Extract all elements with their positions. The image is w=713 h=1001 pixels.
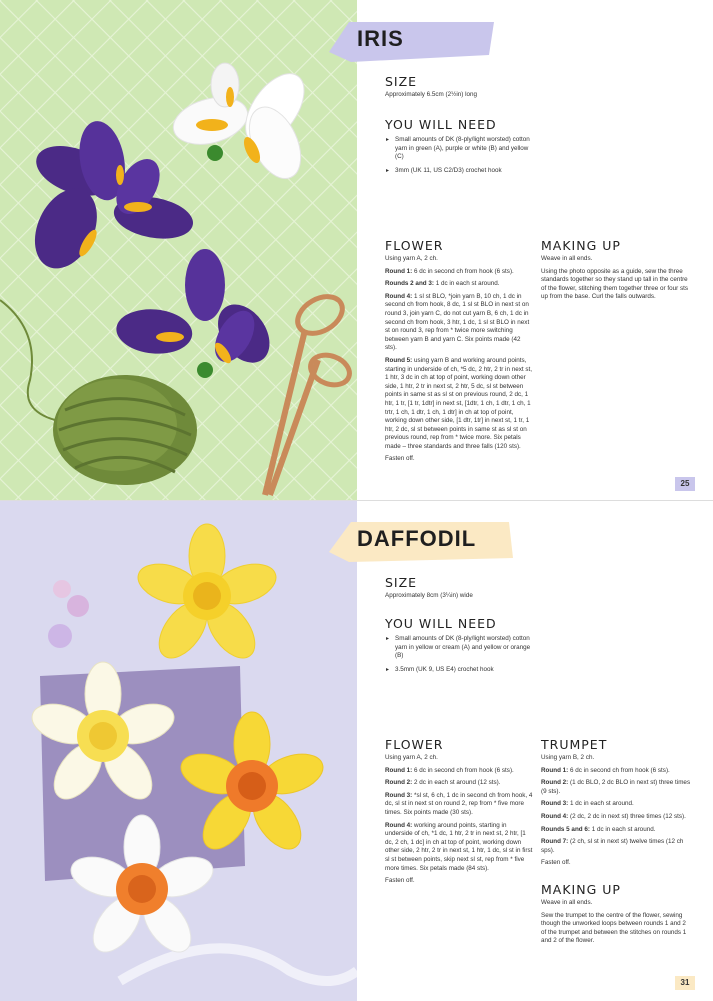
iris-title-band bbox=[329, 22, 519, 62]
page-number: 25 bbox=[675, 477, 695, 491]
round-item: Round 1: 6 dc in second ch from hook (6 sts). bbox=[385, 766, 514, 774]
list-item: ▸ Small amounts of DK (8-ply/light worsted) cotton yarn in yellow or cream (A) and yellow or orange (B) bbox=[395, 635, 535, 661]
round-item: Rounds 2 and 3: 1 dc in each st around. bbox=[385, 280, 500, 288]
page-number: 31 bbox=[675, 976, 695, 990]
making-up-heading: MAKING UP bbox=[541, 238, 621, 253]
need-list bbox=[385, 635, 535, 674]
round-item: Round 4: 1 sl st BLO, *join yarn B, 10 ch, 1 dc in second ch from hook, 8 dc, 1 sl st BLO in next st on round 3, join yarn C, do not cut yarn B, 6 ch, 1 dc in second ch from hook, 3 htr, 1 dc, 1 sl st BLO in next st on round 3, rep from * twice more switching between yarn B and yarn C. Six points made (42 sts). bbox=[385, 292, 530, 352]
daffodil-title-band bbox=[329, 522, 539, 562]
button bbox=[53, 580, 71, 598]
need-heading: YOU WILL NEED bbox=[385, 117, 497, 132]
need-list bbox=[385, 136, 535, 175]
need-heading: YOU WILL NEED bbox=[385, 616, 497, 631]
round-item: Rounds 5 and 6: 1 dc in each st around. bbox=[541, 825, 656, 833]
list-item: ▸ Small amounts of DK (8-ply/light worsted) cotton yarn in green (A), purple or white (B) and yellow (C) bbox=[395, 136, 535, 162]
list-item: ▸ 3mm (UK 11, US C2/D3) crochet hook bbox=[395, 167, 535, 176]
round-item: Round 1: 6 dc in second ch from hook (6 sts). bbox=[541, 766, 670, 774]
round-item: Round 3: *sl st, 6 ch, 1 dc in second ch from hook, 4 dc, sl st in next st on round 2, rep from * five more times. Six points made (30 sts). bbox=[385, 791, 533, 816]
daffodil-page bbox=[0, 500, 713, 1001]
size-text: Approximately 6.5cm (2½in) long bbox=[385, 91, 478, 98]
making-up-text: Using the photo opposite as a guide, sew the three standards together so they stand up tall in the centre of the flower, stitching them together three or four sts up from the base. Curl the falls outwards. bbox=[541, 267, 689, 301]
fasten-off: Fasten off. bbox=[385, 877, 415, 885]
button bbox=[67, 595, 89, 617]
iris-text-panel bbox=[357, 0, 713, 500]
round-item: Round 7: (2 ch, sl st in next st) twelve times (12 ch sps). bbox=[541, 838, 684, 854]
flower-intro: Using yarn A, 2 ch. bbox=[385, 754, 438, 761]
iris-page bbox=[0, 0, 713, 500]
twine-spool bbox=[53, 375, 197, 485]
round-item: Round 1: 6 dc in second ch from hook (6 sts). bbox=[385, 267, 514, 275]
round-item: Round 2: (1 dc BLO, 2 dc BLO in next st) three times (9 sts). bbox=[541, 779, 691, 795]
round-item: Round 3: 1 dc in each st around. bbox=[541, 800, 634, 808]
round-item: Round 2: 2 dc in each st around (12 sts). bbox=[385, 779, 501, 787]
flower-heading: FLOWER bbox=[385, 737, 444, 752]
daffodil-photo-illustration bbox=[0, 501, 357, 1001]
making-up-text: Weave in all ends. bbox=[541, 898, 593, 906]
round-item: Round 4: (2 dc, 2 dc in next st) three times (12 sts). bbox=[541, 812, 686, 820]
size-heading: SIZE bbox=[385, 74, 418, 89]
daffodil-photo bbox=[0, 501, 357, 1001]
making-up-text: Weave in all ends. bbox=[541, 255, 593, 262]
flower-heading: FLOWER bbox=[385, 238, 444, 253]
fasten-off: Fasten off. bbox=[541, 859, 571, 867]
round-item: Round 5: using yarn B and working around points, starting in underside of ch, *5 dc, 2 htr, 2 tr in next st, 1 htr, 3 dc in ch at top of point, working down other side, 1 htr, 2 tr in next st, 2 htr, 5 dc, sl st between points in same st as sl st on previous round, 2 dc, 1 htr, 1 tr, [1 tr, 1dtr] in next st, [1dtr, 1 ch, 1 dtr, 1 ch, 1 trtr, 1 ch, 1 dtr, 1 ch, 1 dtr] in ch at top of point, working down other side, [1 dtr, 1tr] in next st, 1 tr, 1 htr, 2 dc, sl st between points in same st as sl st on previous round, rep from * twice more. Six petals made – three standards and three falls (120 sts). bbox=[385, 356, 533, 450]
button bbox=[48, 624, 72, 648]
size-heading: SIZE bbox=[385, 575, 418, 590]
iris-photo bbox=[0, 0, 357, 500]
size-text: Approximately 8cm (3¼in) wide bbox=[385, 592, 473, 599]
fasten-off: Fasten off. bbox=[385, 455, 415, 463]
daffodil-text-panel bbox=[357, 501, 713, 1001]
flower-intro: Using yarn A, 2 ch. bbox=[385, 255, 438, 262]
making-up-text: Sew the trumpet to the centre of the flower, sewing though the unworked loops between rounds 1 and 2 of the trumpet and between the stitches on rounds 1 and 2 of the flower. bbox=[541, 911, 687, 945]
list-item: ▸ 3.5mm (UK 9, US E4) crochet hook bbox=[395, 666, 535, 675]
trumpet-intro: Using yarn B, 2 ch. bbox=[541, 754, 595, 761]
page-title: DAFFODIL bbox=[357, 526, 477, 551]
round-item: Round 4: working around points, starting in underside of ch, *1 dc, 1 htr, 2 tr in next st, 2 htr, [1 dc, 2 ch, 1 dc] in ch at top of point, working down other side, 2 htr, 2 tr in next st, 1 htr, 1 dc, sl st in first sl st between points, skip next sl st, rep from * five more times. Six petals made (84 sts). bbox=[385, 821, 533, 872]
iris-photo-illustration bbox=[0, 0, 357, 500]
making-up-heading: MAKING UP bbox=[541, 881, 621, 897]
trumpet-heading: TRUMPET bbox=[541, 737, 608, 752]
page-title: IRIS bbox=[357, 26, 404, 51]
